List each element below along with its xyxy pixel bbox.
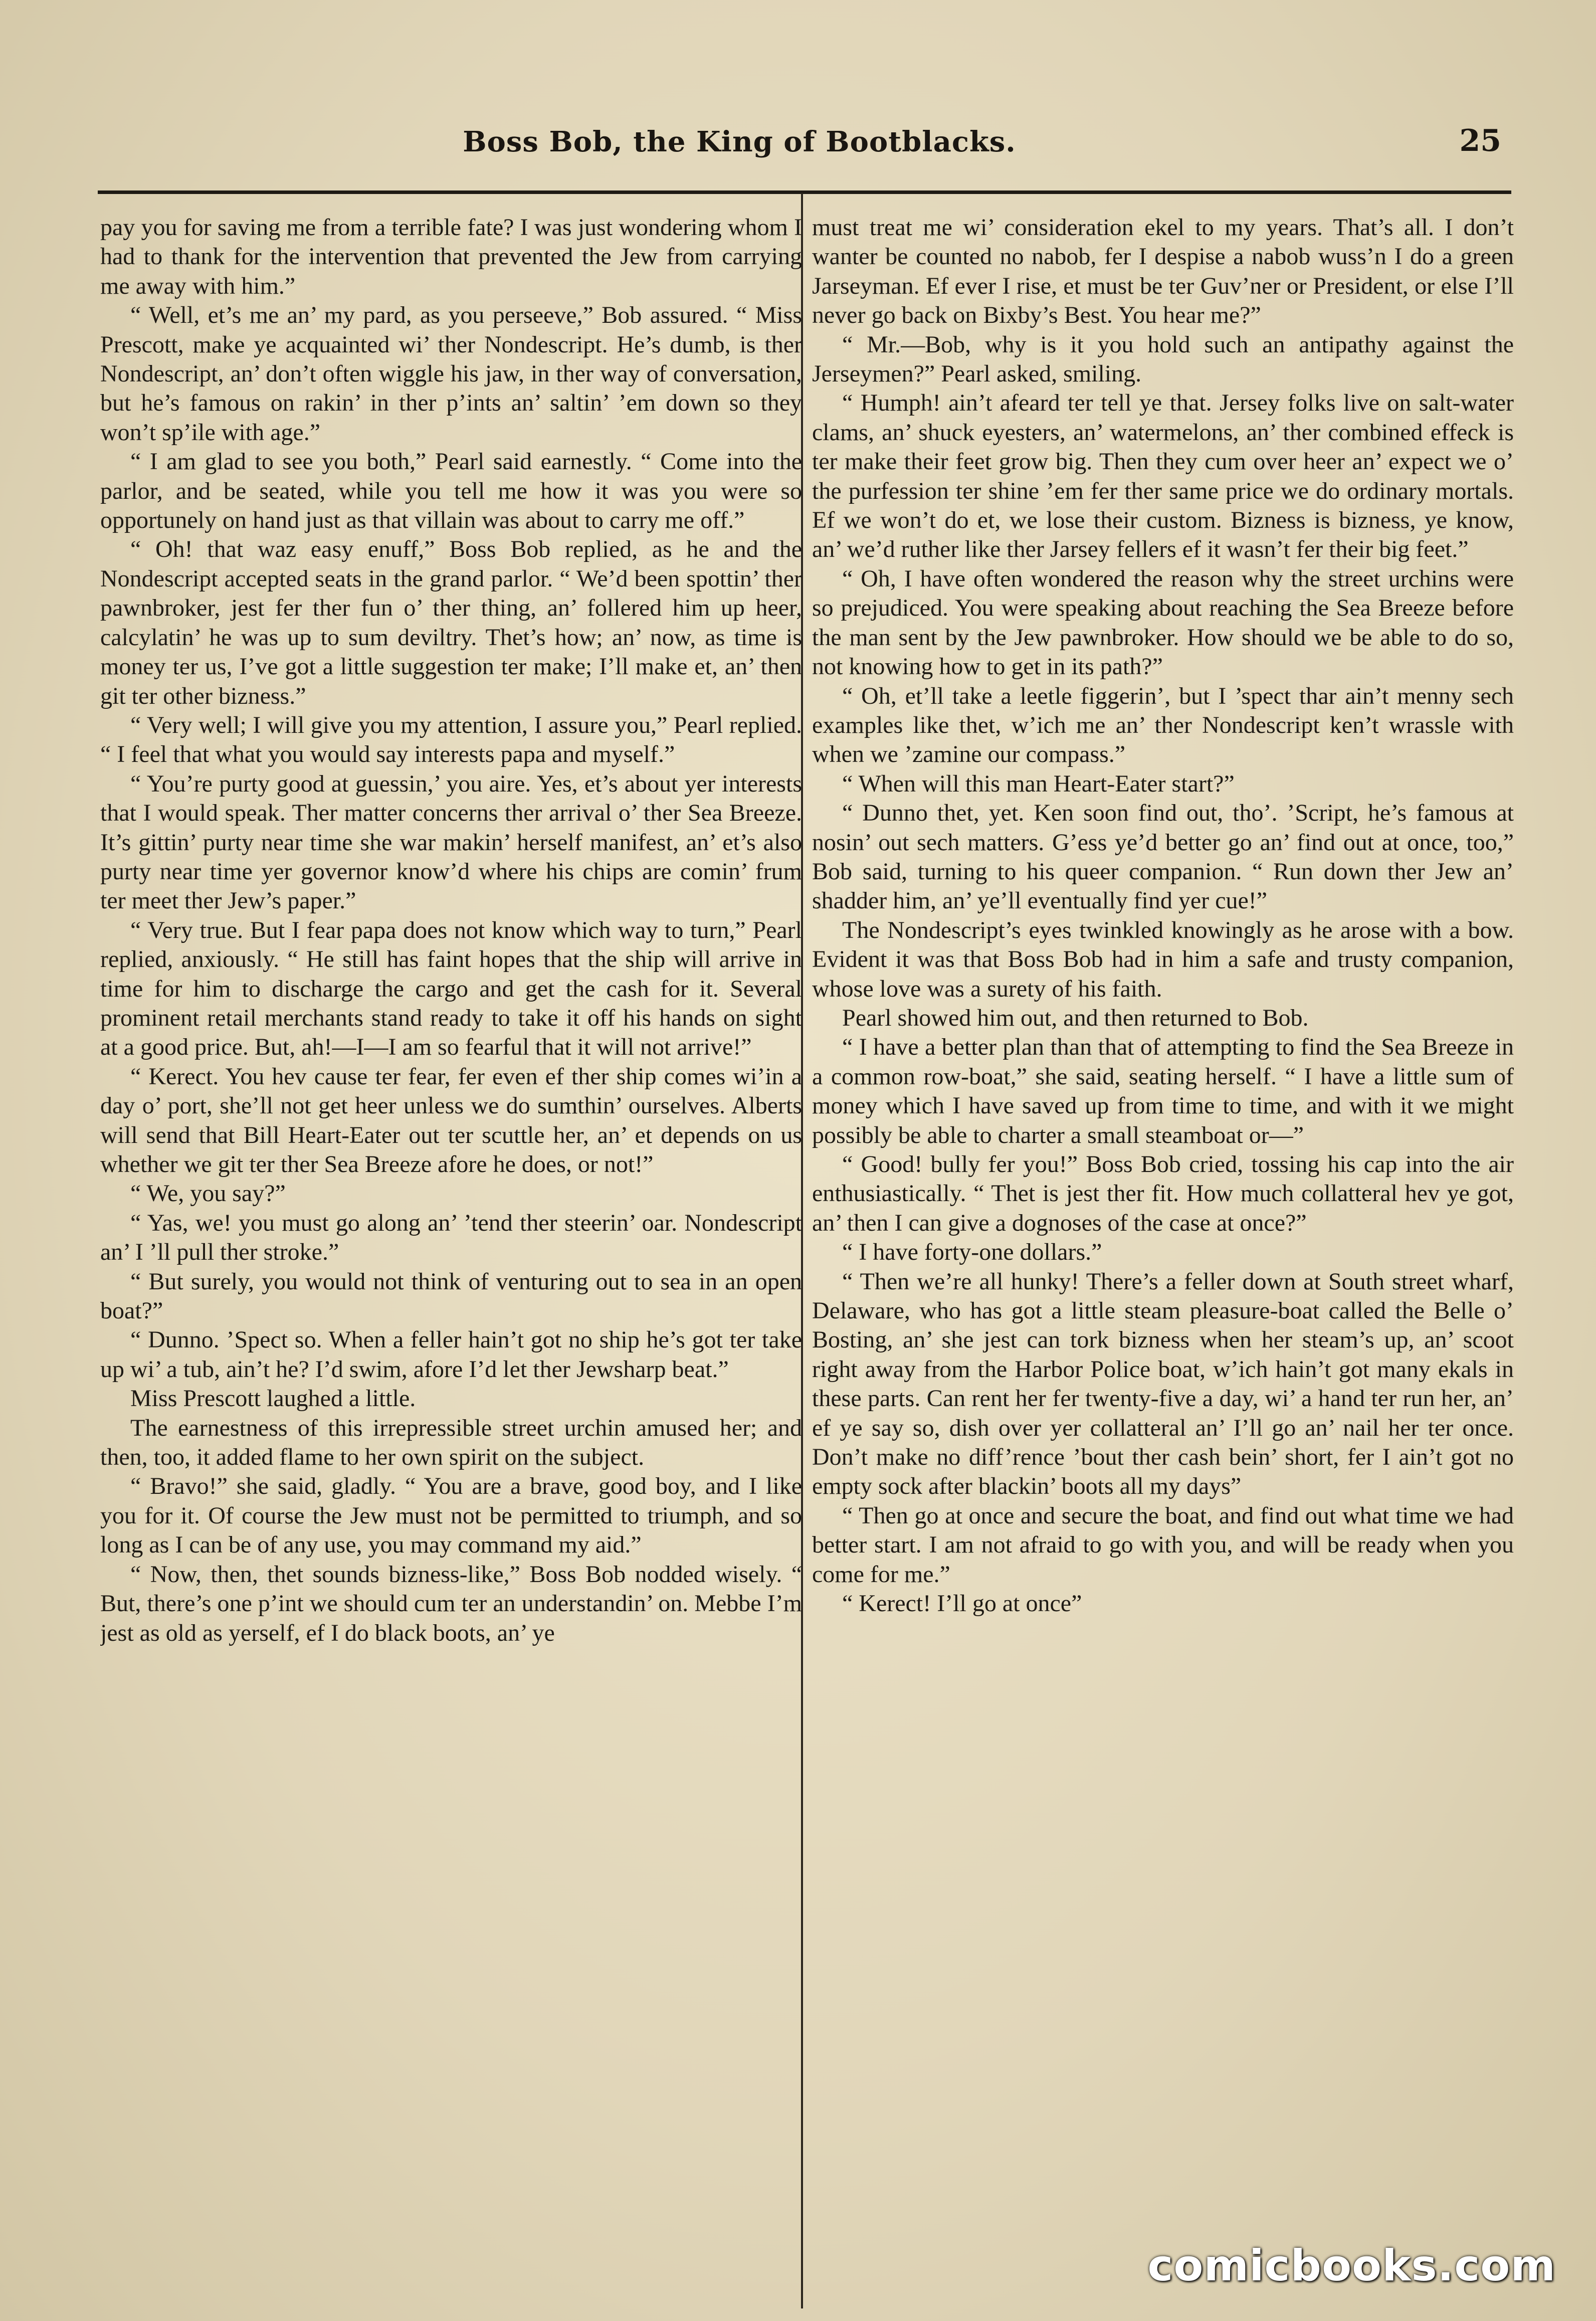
paragraph: “ But surely, you would not think of venturing out to sea in an open boat?” [100, 1268, 802, 1324]
running-title: Boss Bob, the King of Bootblacks. [463, 125, 1016, 158]
paragraph: Pearl showed him out, and then returned to Bob. [842, 1004, 1309, 1031]
paragraph: “ Oh, et’ll take a leetle figgerin’, but I ’spect thar ain’t menny sech examples like thet, w’ich me an’ ther Nondescript ken’t wrassle with when we ’zamine our compass.” [812, 682, 1514, 768]
paragraph: “ Mr.—Bob, why is it you hold such an antipathy against the Jerseymen?” Pearl asked, smiling. [812, 331, 1514, 388]
paragraph: “ Then we’re all hunky! There’s a feller down at South street wharf, Delaware, who has got a little steam pleasure-boat called the Belle o’ Bosting, an’ she jest can tork bizness when her steam’s up, an’ scoot right away from the Harbor Police boat, w’ich hain’t got many ekals in these parts. Can rent her fer twenty-five a day, wi’ a hand ter run her, an’ ef ye say so, dish over yer collatteral an’ I’ll go an’ nail her ter once. Don’t make no diff’rence ’bout ther cash bein’ short, fer I ain’t got no empty sock after blackin’ boots all my days” [812, 1268, 1514, 1500]
page-number: 25 [1459, 123, 1501, 158]
paragraph: “ I have forty-one dollars.” [842, 1239, 1102, 1266]
right-column [812, 213, 1514, 2313]
paragraph: “ Humph! ain’t afeard ter tell ye that. Jersey folks live on salt-water clams, an’ shuck eyesters, an’ watermelons, an’ ther combined effeck is ter make their feet grow big. Then they cum over heer an’ expect we o’ the purfession ter shine ’em fer ther same price we do ordinary mortals. Ef we won’t do et, we lose their custom. Bizness is bizness, ye know, an’ we’d ruther like ther Jarsey fellers ef it wasn’t fer their big feet.” [812, 390, 1514, 563]
paragraph: “ Oh! that waz easy enuff,” Boss Bob replied, as he and the Nondescript accepted seats in the grand parlor. “ We’d been spottin’ ther pawnbroker, jest fer ther fun o’ ther thing, an’ follered him up heer, calcylatin’ he was up to sum deviltry. Thet’s how; an’ now, as time is money ter us, I’ve got a little suggestion ter make; I’ll make et, an’ then git ter other bizness.” [100, 536, 802, 709]
paragraph: “ You’re purty good at guessin,’ you aire. Yes, et’s about yer interests that I would speak. Ther matter concerns ther arrival o’ ther Sea Breeze. It’s gittin’ purty near time she war makin’ herself manifest, an’ et’s also purty near time yer governor know’d where his chips are comin’ frum ter meet ther Jew’s paper.” [100, 770, 802, 914]
paragraph: “ Well, et’s me an’ my pard, as you perseeve,” Bob assured. “ Miss Prescott, make ye acquainted wi’ ther Nondescript. He’s dumb, is ther Nondescript, an’ don’t often wiggle his jaw, in ther way of conversation, but he’s famous on rakin’ in ther p’ints an’ saltin’ ’em down so they won’t sp’ile with age.” [100, 302, 802, 446]
paragraph: “ Very true. But I fear papa does not know which way to turn,” Pearl replied, anxiously. “ He still has faint hopes that the ship will arrive in time for him to discharge the cargo and get the cash for it. Several prominent retail merchants stand ready to take it off his hands on sight at a good price. But, ah!—I—I am so fearful that it will not arrive!” [100, 916, 802, 1061]
paragraph: “ I have a better plan than that of attempting to find the Sea Breeze in a common row-boat,” she said, seating herself. “ I have a little sum of money which I have saved up from time to time, and with it we might possibly be able to charter a small steamboat or—” [812, 1034, 1514, 1148]
left-column [100, 213, 802, 2313]
paragraph: pay you for saving me from a terrible fate? I was just wondering whom I had to thank for the intervention that prevented the Jew from carrying me away with him.” [100, 214, 802, 299]
paragraph: must treat me wi’ consideration ekel to my years. That’s all. I don’t wanter be counted no nabob, fer I despise a nabob wuss’n I do a green Jarseyman. Ef ever I rise, et must be ter Guv’ner or President, or else I’ll never go back on Bixby’s Best. You hear me?” [812, 214, 1514, 329]
paragraph: “ Then go at once and secure the boat, and find out what time we had better start. I am not afraid to go with you, and will be ready when you come for me.” [812, 1502, 1514, 1588]
paragraph: “ Dunno thet, yet. Ken soon find out, tho’. ’Script, he’s famous at nosin’ out sech matters. G’ess ye’d better go an’ find out at once, too,” Bob said, turning to his queer companion. “ Run down ther Jew an’ shadder him, an’ ye’ll eventually find yer cue!” [812, 800, 1514, 914]
page-header [98, 120, 1511, 175]
paragraph: Miss Prescott laughed a little. [130, 1385, 416, 1412]
paragraph: “ I am glad to see you both,” Pearl said earnestly. “ Come into the parlor, and be seated, while you tell me how it was you were so opportunely on hand just as that villain was about to carry me off.” [100, 448, 802, 534]
header-rule [98, 190, 1511, 194]
paragraph: “ Very well; I will give you my attention, I assure you,” Pearl replied. “ I feel that what you would say interests papa and myself.” [100, 711, 802, 768]
paragraph: “ Oh, I have often wondered the reason why the street urchins were so prejudiced. You were speaking about reaching the Sea Breeze before the man sent by the Jew pawnbroker. How should we be able to do so, not knowing how to get in its path?” [812, 565, 1514, 680]
paragraph: The earnestness of this irrepressible street urchin amused her; and then, too, it added flame to her own spirit on the subject. [100, 1414, 802, 1471]
paragraph: “ Now, then, thet sounds bizness-like,” Boss Bob nodded wisely. “ But, there’s one p’int we should cum ter an understandin’ on. Mebbe I’m jest as old as yerself, ef I do black boots, an’ ye [100, 1561, 802, 1646]
paragraph: “ Bravo!” she said, gladly. “ You are a brave, good boy, and I like you for it. Of course the Jew must not be permitted to triumph, and so long as I can be of any use, you may command my aid.” [100, 1473, 802, 1559]
site-watermark: comicbooks.com [1147, 2241, 1556, 2291]
paragraph: “ Good! bully fer you!” Boss Bob cried, tossing his cap into the air enthusiastically. “ Thet is jest ther fit. How much collatteral hev ye got, an’ then I can give a dognoses of the case at once?” [812, 1151, 1514, 1236]
paragraph: The Nondescript’s eyes twinkled knowingly as he arose with a bow. Evident it was that Boss Bob had in him a safe and trusty companion, whose love was a surety of his faith. [812, 916, 1514, 1002]
paragraph: “ Yas, we! you must go along an’ ’tend ther steerin’ oar. Nondescript an’ I ’ll pull ther stroke.” [100, 1209, 802, 1266]
paragraph: “ Dunno. ’Spect so. When a feller hain’t got no ship he’s got ter take up wi’ a tub, ain’t he? I’d swim, afore I’d let ther Jewsharp beat.” [100, 1326, 802, 1383]
paragraph: “ Kerect. You hev cause ter fear, fer even ef ther ship comes wi’in a day o’ port, she’ll not get heer unless we do sumthin’ ourselves. Alberts will send that Bill Heart-Eater out ter scuttle her, an’ et depends on us whether we git ter ther Sea Breeze afore he does, or not!” [100, 1063, 802, 1178]
paragraph: “ When will this man Heart-Eater start?” [842, 770, 1235, 797]
paragraph: “ Kerect! I’ll go at once” [842, 1590, 1082, 1617]
paragraph: “ We, you say?” [130, 1180, 286, 1207]
